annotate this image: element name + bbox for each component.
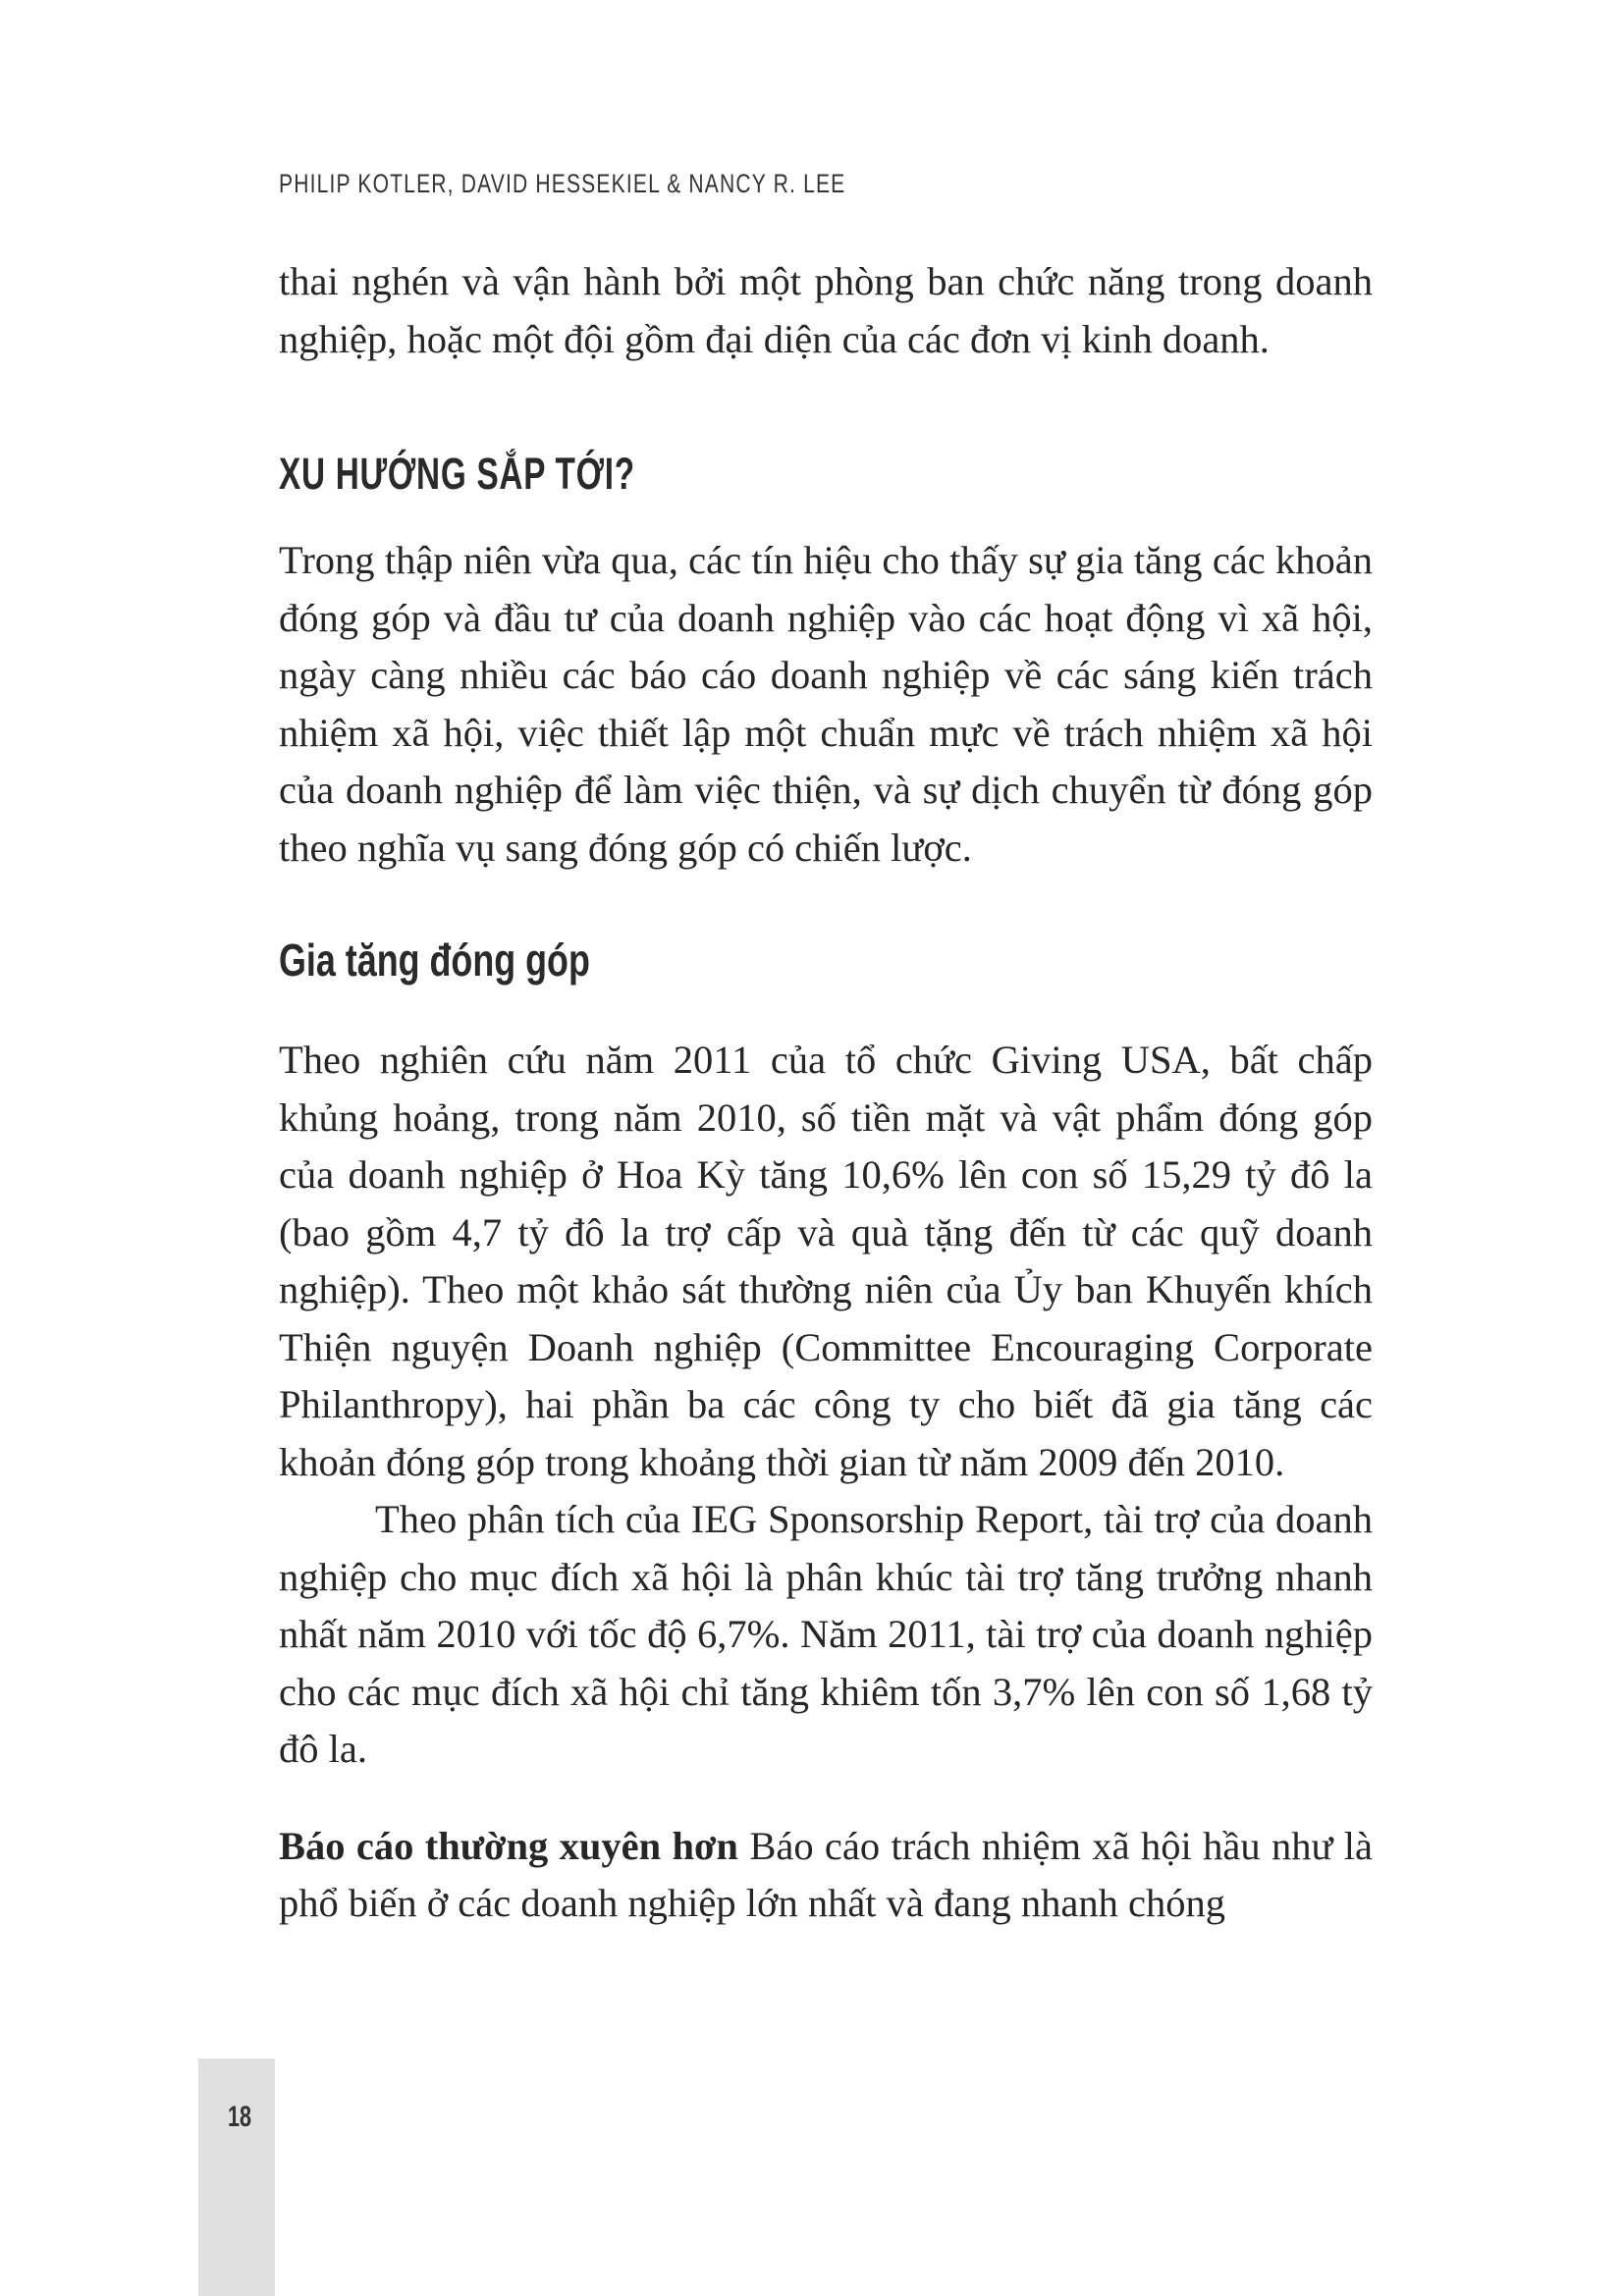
page-number: 18 (228, 2101, 252, 2133)
reporting-lead: Báo cáo thường xuyên hơn (279, 1823, 738, 1868)
subsection-paragraph-2: Theo phân tích của IEG Sponsorship Report, tài trợ của doanh nghiệp cho mục đích xã hội là phân khúc tài trợ tăng trưởng nhanh nhất năm 2010 với tốc độ 6,7%. Năm 2011, tài trợ của doanh nghiệp cho các mục đích xã hội chỉ tăng khiêm tốn 3,7% lên con số 1,68 tỷ đô la. (279, 1497, 1373, 1771)
subsection-heading: Gia tăng đóng góp (279, 934, 590, 986)
section-heading: XU HƯỚNG SẮP TỚI? (279, 449, 635, 499)
running-header: PHILIP KOTLER, DAVID HESSEKIEL & NANCY R. LEE (279, 169, 846, 198)
subsection-paragraph-1: Theo nghiên cứu năm 2011 của tổ chức Giving USA, bất chấp khủng hoảng, trong năm 2010, số tiền mặt và vật phẩm đóng góp của doanh nghiệp ở Hoa Kỳ tăng 10,6% lên con số 15,29 tỷ đô la (bao gồm 4,7 tỷ đô la trợ cấp và quà tặng đến từ các quỹ doanh nghiệp). Theo một khảo sát thường niên của Ủy ban Khuyến khích Thiện nguyện Doanh nghiệp (Committee Encouraging Corporate Philanthropy), hai phần ba các công ty cho biết đã gia tăng các khoản đóng góp trong khoảng thời gian từ năm 2009 đến 2010. (279, 1038, 1373, 1484)
page-content (279, 253, 1373, 1933)
reporting-paragraph (279, 1818, 1373, 1933)
reporting-text: Báo cáo trách nhiệm xã hội hầu như là phổ biến ở các doanh nghiệp lớn nhất và đang nhanh chóng (279, 1823, 1373, 1925)
intro-paragraph: thai nghén và vận hành bởi một phòng ban chức năng trong doanh nghiệp, hoặc một đội gồm đại diện của các đơn vị kinh doanh. (279, 259, 1373, 361)
folio-tab (198, 2058, 275, 2296)
section-paragraph: Trong thập niên vừa qua, các tín hiệu cho thấy sự gia tăng các khoản đóng góp và đầu tư của doanh nghiệp vào các hoạt động vì xã hội, ngày càng nhiều các báo cáo doanh nghiệp về các sáng kiến trách nhiệm xã hội, việc thiết lập một chuẩn mực về trách nhiệm xã hội của doanh nghiệp để làm việc thiện, và sự dịch chuyển từ đóng góp theo nghĩa vụ sang đóng góp có chiến lược. (279, 538, 1373, 870)
